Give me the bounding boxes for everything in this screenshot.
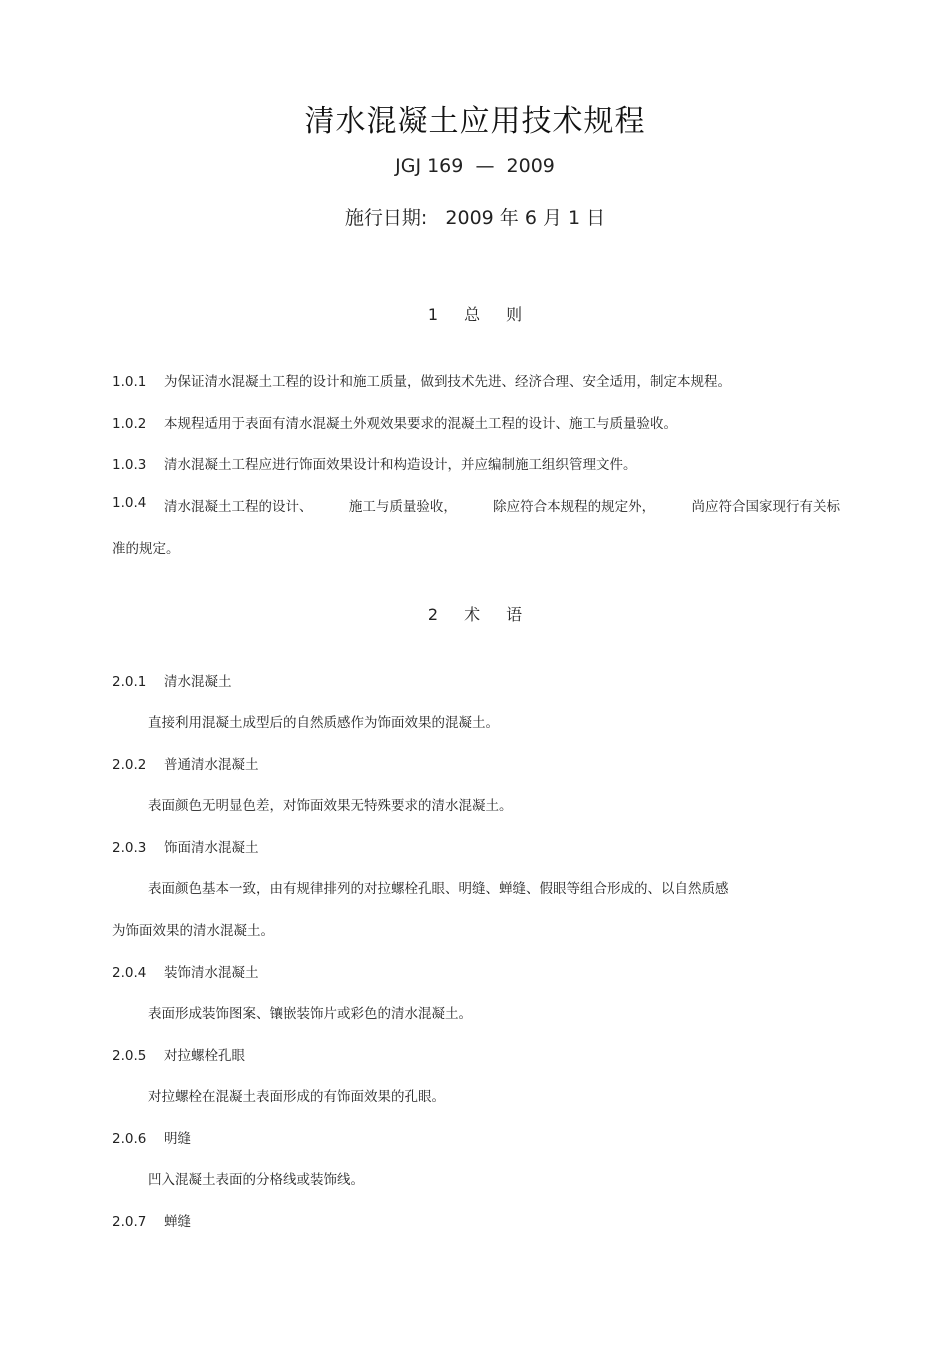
term-name: 普通清水混凝土	[164, 757, 259, 773]
clause-text-part: 除应符合本规程的规定外，	[493, 499, 656, 515]
clause-number: 1.0.2	[112, 416, 147, 432]
clause-number: 1.0.4	[112, 495, 147, 511]
term-2-0-1	[112, 670, 232, 690]
section-word: 则	[506, 305, 523, 324]
term-2-0-5	[112, 1044, 245, 1064]
document-title: 清水混凝土应用技术规程	[304, 104, 646, 139]
clause-number: 1.0.3	[112, 457, 147, 473]
term-number: 2.0.4	[112, 965, 147, 981]
term-definition: 表面颜色基本一致，由有规律排列的对拉螺栓孔眼、明缝、蝉缝、假眼等组合形成的、以自然质感	[148, 881, 729, 897]
term-definition: 直接利用混凝土成型后的自然质感作为饰面效果的混凝土。	[148, 715, 499, 731]
term-number: 2.0.3	[112, 840, 147, 856]
term-2-0-4	[112, 961, 259, 981]
term-definition: 表面形成装饰图案、镶嵌装饰片或彩色的清水混凝土。	[148, 1006, 472, 1022]
term-2-0-3	[112, 836, 259, 856]
clause-text: 本规程适用于表面有清水混凝土外观效果要求的混凝土工程的设计、施工与质量验收。	[164, 416, 677, 432]
section-number: 2	[427, 605, 439, 624]
term-name: 蝉缝	[164, 1214, 191, 1230]
clause-text-part: 施工与质量验收，	[348, 499, 457, 515]
clause-1-0-1	[112, 370, 731, 390]
term-definition: 凹入混凝土表面的分格线或装饰线。	[148, 1172, 364, 1188]
term-definition-continuation: 为饰面效果的清水混凝土。	[112, 923, 274, 939]
term-definition: 表面颜色无明显色差，对饰面效果无特殊要求的清水混凝土。	[148, 798, 513, 814]
clause-number: 1.0.1	[112, 374, 147, 390]
term-number: 2.0.6	[112, 1131, 147, 1147]
term-2-0-6	[112, 1127, 191, 1147]
term-name: 对拉螺栓孔眼	[164, 1048, 245, 1064]
term-name: 装饰清水混凝土	[164, 965, 259, 981]
clause-1-0-4	[112, 495, 840, 515]
term-2-0-7	[112, 1210, 191, 1230]
term-name: 明缝	[164, 1131, 191, 1147]
term-number: 2.0.2	[112, 757, 147, 773]
section-heading-2	[0, 602, 950, 625]
effective-date: 施行日期: 2009 年 6 月 1 日	[344, 207, 606, 229]
clause-text: 清水混凝土工程应进行饰面效果设计和构造设计，并应编制施工组织管理文件。	[164, 457, 637, 473]
standard-code: JGJ 169 — 2009	[395, 155, 555, 177]
clause-1-0-4-continuation: 准的规定。	[112, 541, 180, 557]
clause-1-0-3	[112, 453, 637, 473]
section-heading-1	[0, 302, 950, 325]
clause-text: 为保证清水混凝土工程的设计和施工质量，做到技术先进、经济合理、安全适用，制定本规程。	[164, 374, 731, 390]
section-word: 术	[464, 605, 481, 624]
section-number: 1	[427, 305, 439, 324]
term-number: 2.0.7	[112, 1214, 147, 1230]
term-2-0-2	[112, 753, 259, 773]
clause-1-0-2	[112, 412, 677, 432]
term-number: 2.0.5	[112, 1048, 147, 1064]
section-word: 总	[464, 305, 481, 324]
clause-text-part: 清水混凝土工程的设计、	[164, 499, 313, 515]
term-name: 饰面清水混凝土	[164, 840, 259, 856]
term-name: 清水混凝土	[164, 674, 232, 690]
term-definition: 对拉螺栓在混凝土表面形成的有饰面效果的孔眼。	[148, 1089, 445, 1105]
term-number: 2.0.1	[112, 674, 147, 690]
section-word: 语	[506, 605, 523, 624]
clause-text-part: 尚应符合国家现行有关标	[691, 499, 840, 515]
